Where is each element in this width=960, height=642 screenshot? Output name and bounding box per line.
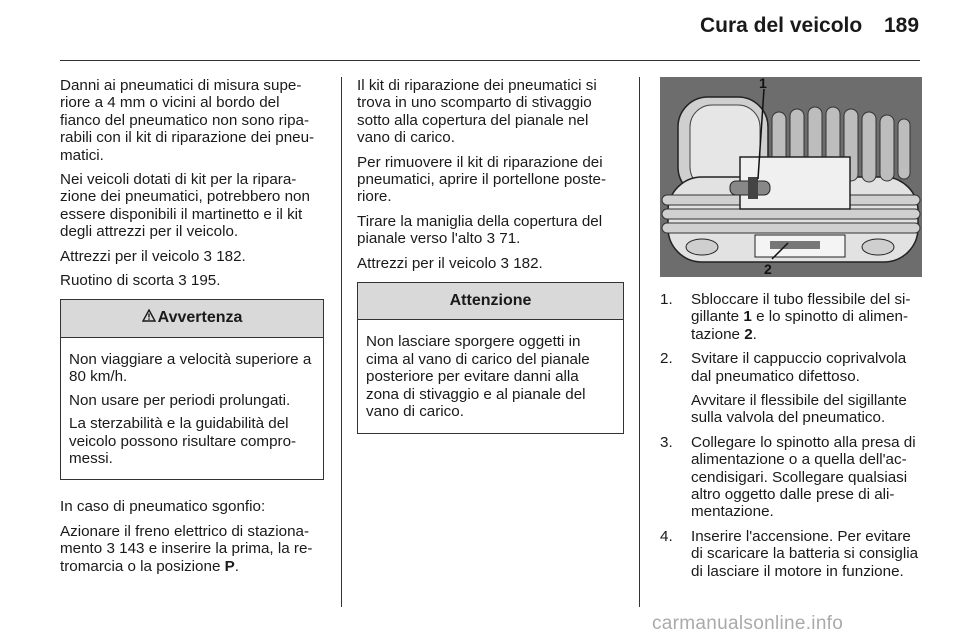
warning-triangle-icon [142, 309, 156, 326]
arrow-reference-icon: 3 [178, 272, 187, 290]
header-rule [60, 60, 920, 61]
list-item: 2. Svitare il cappuccio coprivalvola dal pneumatico difettoso. Avvitare il flessibile del sigillante sulla valvola del pneumatico. [660, 350, 907, 427]
gear-position-label: P [224, 557, 235, 575]
list-item: 3. Collegare lo spinotto alla presa di alimentazione o a quella dell'ac-cendisigari. Scollegare qualsiasi altro oggetto dalle prese di ali-mentazione. [660, 433, 916, 521]
tire-repair-kit-illustration [660, 77, 922, 277]
paragraph: Attrezzi per il veicolo 3 182. [60, 247, 246, 265]
warning-box-header: Avvertenza [61, 300, 323, 337]
arrow-reference-icon: 3 [106, 540, 115, 558]
caution-text: Non lasciare sporgere oggetti in cima al vano di carico del pianale posteriore per evitare danni alla zona di stivaggio e al pianale del vano di carico. [366, 333, 590, 421]
arrow-reference-icon: 3 [500, 254, 509, 272]
column-divider-right [639, 77, 640, 607]
page-reference[interactable]: 71. [499, 230, 521, 248]
column-1 [60, 77, 324, 582]
column-divider-left [341, 77, 342, 607]
paragraph: Nei veicoli dotati di kit per la ripara-zione dei pneumatici, potrebbero non essere disponibili il martinetto e il kit degli attrezzi per il veicolo. [60, 171, 310, 241]
paragraph: Tirare la maniglia della copertura del pianale verso l'alto 3 71. [357, 212, 603, 248]
paragraph: Ruotino di scorta 3 195. [60, 272, 221, 290]
instruction-list [660, 291, 922, 580]
paragraph: In caso di pneumatico sgonfio: [60, 498, 266, 516]
paragraph: Attrezzi per il veicolo 3 182. [357, 254, 543, 272]
arrow-reference-icon: 3 [203, 247, 212, 265]
page-number: 189 [884, 14, 920, 37]
paragraph: Azionare il freno elettrico di staziona-mento 3 143 e inserire la prima, la re-tromarcia o la posizione P. [60, 522, 313, 575]
arrow-reference-icon: 3 [486, 230, 496, 248]
column-2 [357, 77, 624, 452]
paragraph: Il kit di riparazione dei pneumatici si trova in uno scomparto di stivaggio sotto alla copertura del pianale nel vano di carico. [357, 77, 597, 147]
list-item: 4. Inserire l'accensione. Per evitare di scaricare la batteria si consiglia di lasciare il motore in funzione. [660, 527, 919, 580]
page-reference[interactable]: 182. [513, 254, 543, 272]
callout-1: 1 [759, 77, 767, 91]
page-reference[interactable]: 143 [119, 540, 145, 558]
page-header-title: Cura del veicolo [700, 14, 863, 37]
column-3 [660, 77, 922, 587]
list-item: 1. Sbloccare il tubo flessibile del si-gillante 1 e lo spinotto di alimen-tazione 2. [660, 291, 911, 343]
warning-text: Non usare per periodi prolungati. [69, 391, 291, 409]
warning-box [60, 299, 324, 480]
caution-box-header: Attenzione [358, 283, 623, 320]
page-reference[interactable]: 195. [190, 272, 221, 290]
warning-text: La sterzabilità e la guidabilità del veicolo possono risultare compro-messi. [69, 415, 297, 467]
watermark: carmanualsonline.info [652, 613, 844, 634]
page-reference[interactable]: 182. [216, 247, 246, 265]
paragraph: Danni ai pneumatici di misura supe-riore a 4 mm o vicini al bordo del fianco del pneumatico non sono ripa-rabili con il kit di riparazione dei pneu-matici. [60, 77, 315, 164]
warning-text: Non viaggiare a velocità superiore a 80 km/h. [69, 350, 312, 386]
paragraph: Per rimuovere il kit di riparazione dei pneumatici, aprire il portellone poste-riore. [357, 153, 607, 206]
callout-2: 2 [764, 261, 772, 277]
caution-box [357, 282, 624, 433]
